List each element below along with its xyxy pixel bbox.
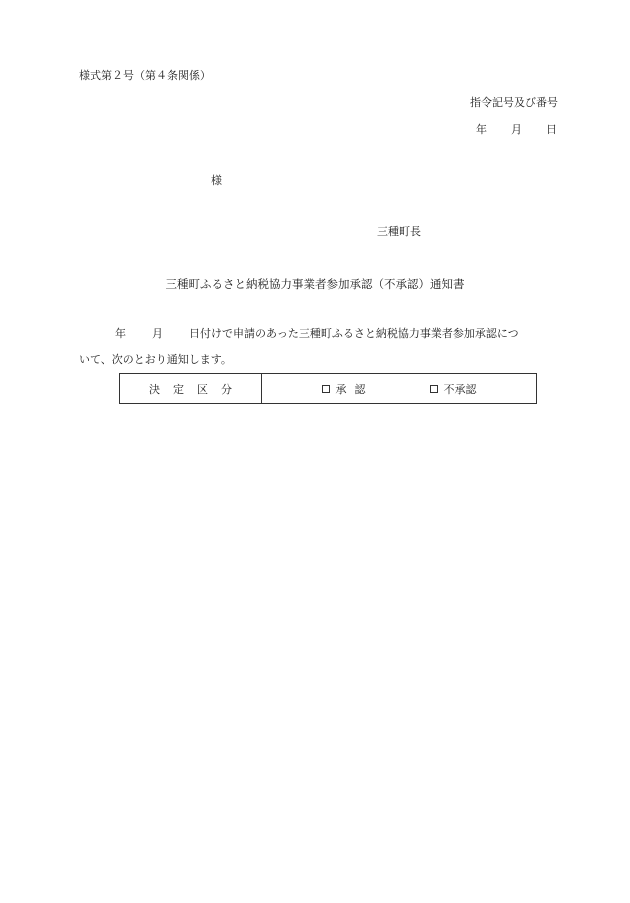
approve-label: 承認 bbox=[335, 382, 374, 396]
body-text-line-1 bbox=[79, 327, 519, 341]
disapprove-option[interactable] bbox=[430, 381, 477, 397]
decision-options bbox=[262, 374, 536, 403]
body-text-line-2: いて、次のとおり通知します。 bbox=[79, 353, 232, 366]
addressee-honorific: 様 bbox=[211, 174, 222, 187]
document-reference-number: 指令記号及び番号 bbox=[470, 96, 558, 109]
date-day-label: 日 bbox=[546, 123, 557, 136]
decision-category-label: 決定区分 bbox=[120, 374, 262, 403]
approve-checkbox-icon[interactable] bbox=[322, 385, 330, 393]
issuer-name: 三種町長 bbox=[377, 225, 421, 238]
decision-table bbox=[119, 373, 537, 404]
body-month-label: 月 bbox=[152, 327, 163, 340]
date-month-label: 月 bbox=[511, 123, 522, 136]
approve-option[interactable] bbox=[322, 381, 374, 397]
issue-date bbox=[476, 123, 557, 137]
disapprove-label: 不承認 bbox=[443, 382, 477, 396]
body-line1-text: 日付けで申請のあった三種町ふるさと納税協力事業者参加承認につ bbox=[189, 327, 519, 340]
date-year-label: 年 bbox=[476, 123, 487, 136]
document-title: 三種町ふるさと納税協力事業者参加承認（不承認）通知書 bbox=[165, 277, 465, 291]
disapprove-checkbox-icon[interactable] bbox=[430, 385, 438, 393]
body-year-label: 年 bbox=[115, 327, 126, 340]
form-number: 様式第２号（第４条関係） bbox=[79, 69, 211, 82]
